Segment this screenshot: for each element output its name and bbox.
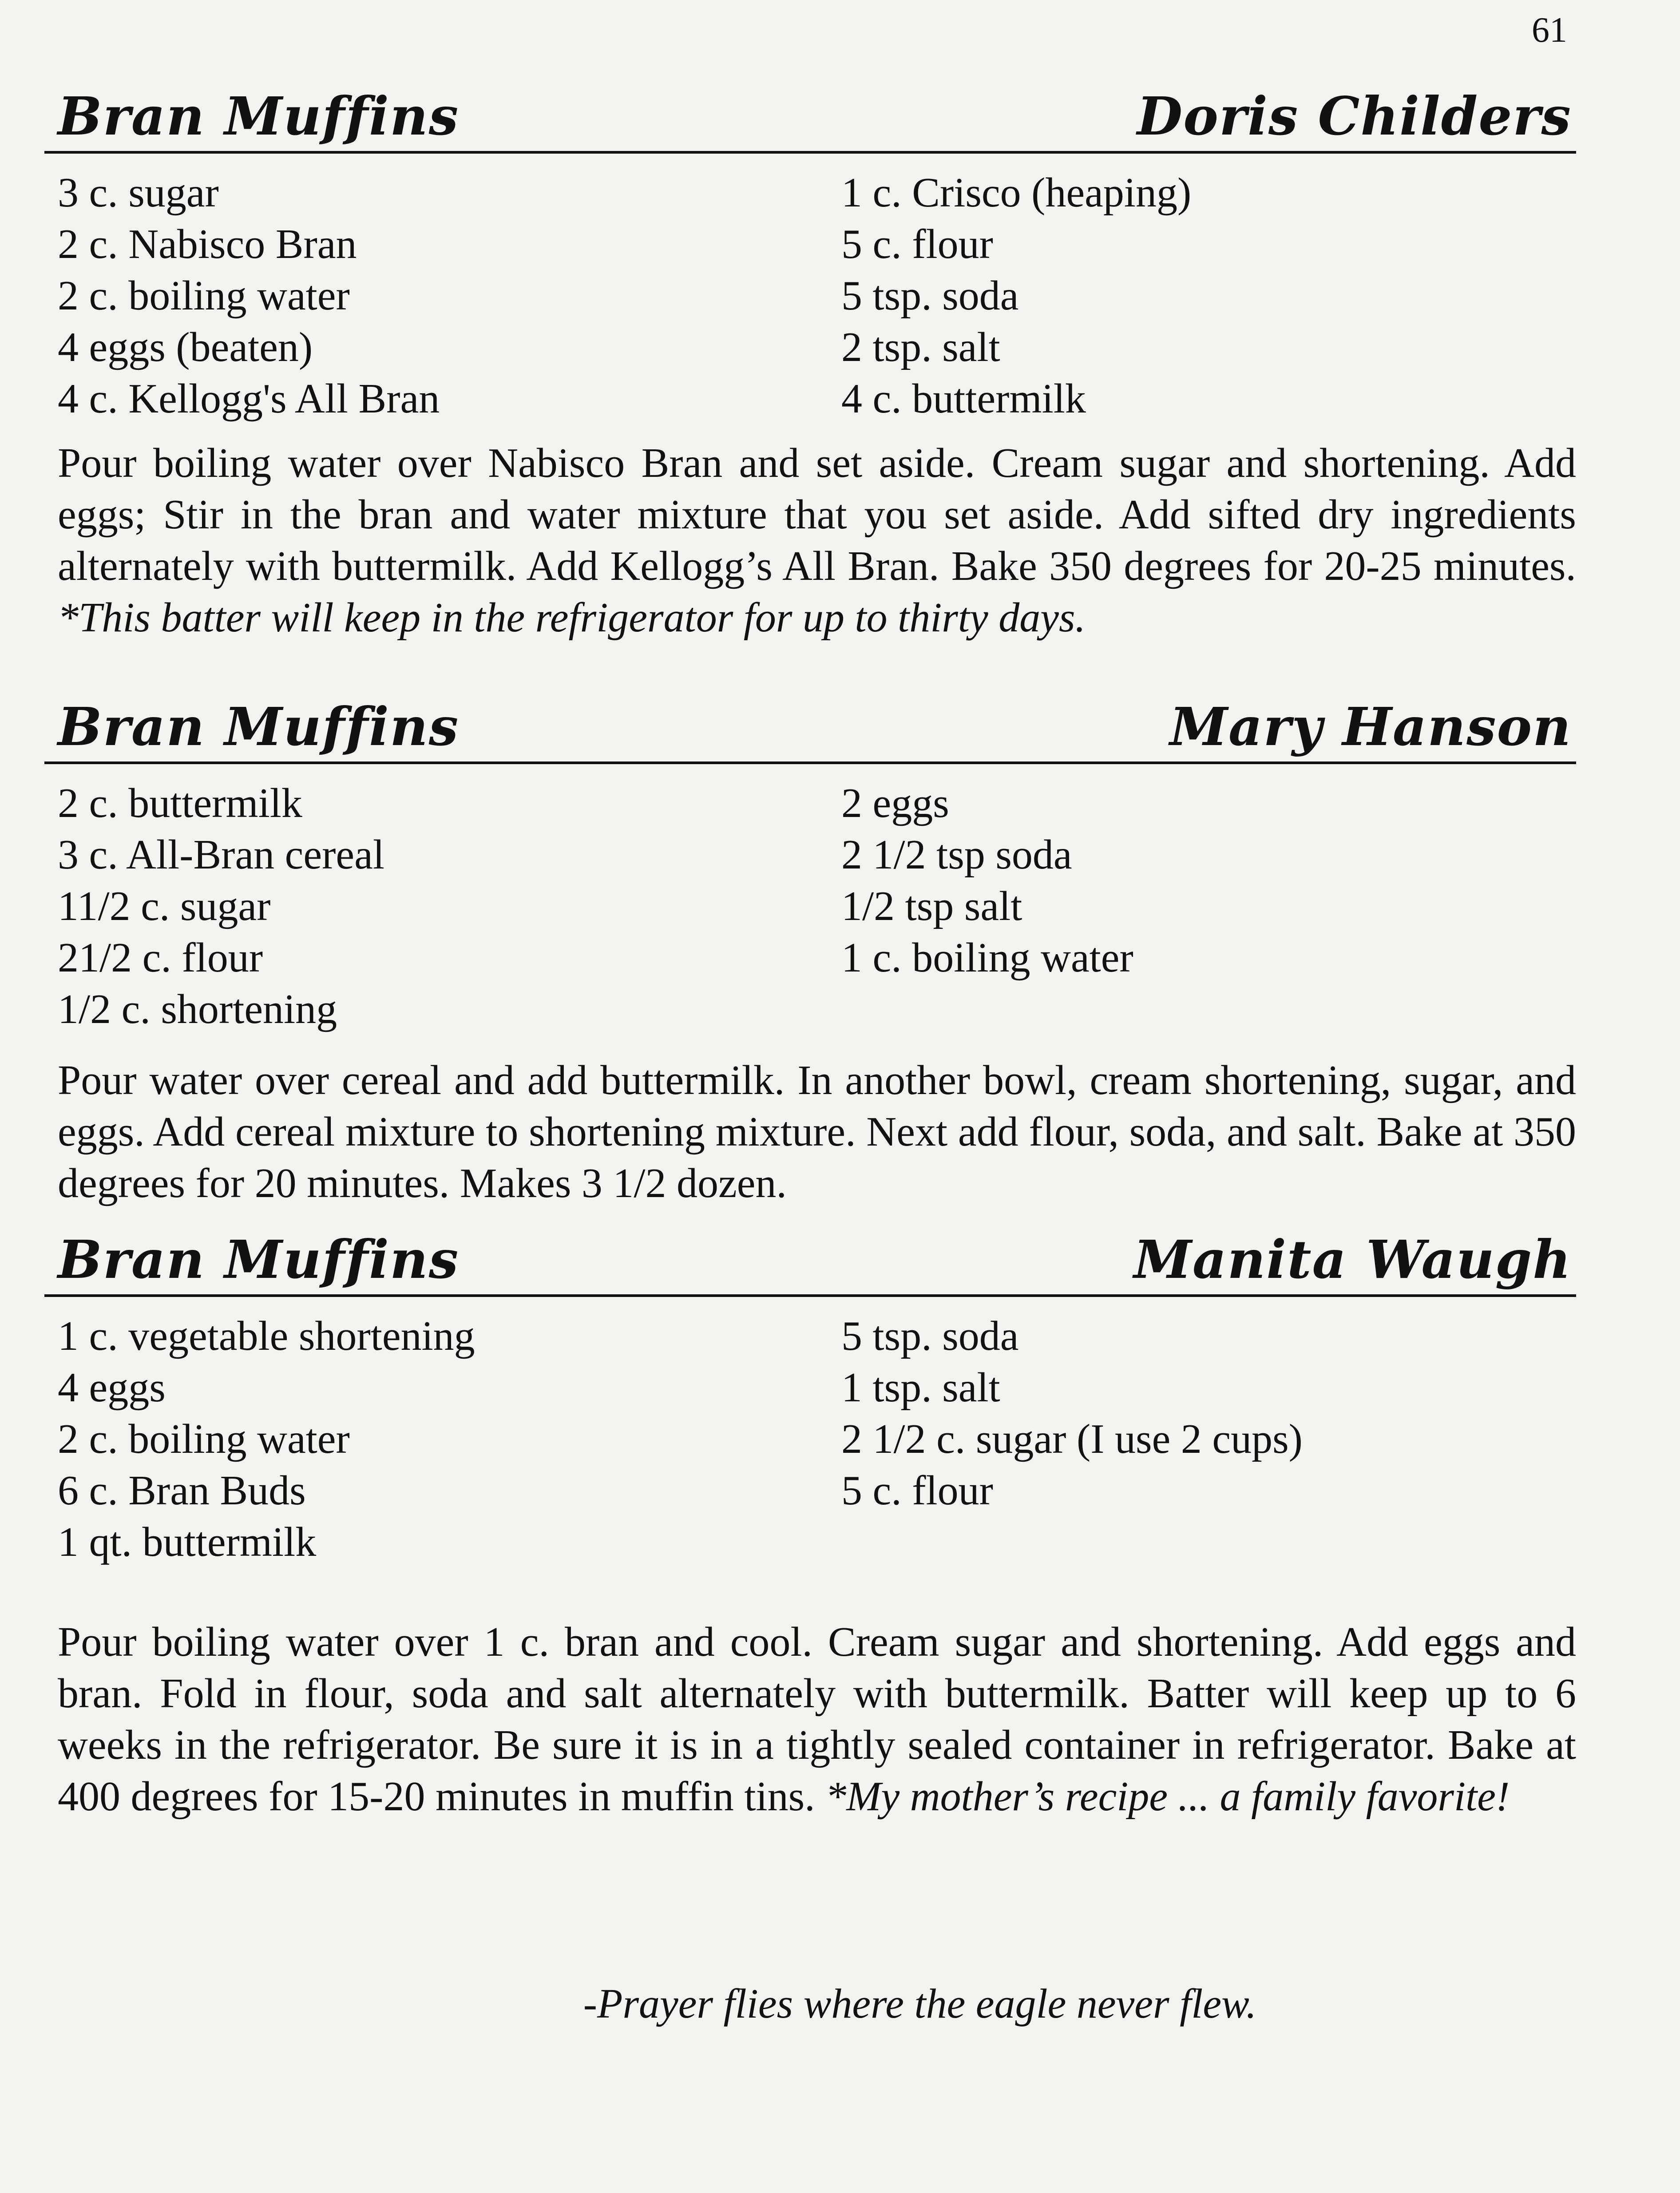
recipe-doris-childers (44, 73, 1576, 641)
ingredient-list (44, 1310, 1576, 1568)
recipe-header (44, 1217, 1576, 1297)
ingredient: 5 c. flour (841, 1467, 993, 1514)
instructions-text: Pour boiling water over 1 c. bran and cool. Cream sugar and shortening. Add eggs and bran. Fold in flour, soda and salt alternately with buttermilk. Batter will keep up to 6 weeks in the refrigerator. Be sure it is in a tightly sealed container in refrigerator. Bake at 400 degrees for 15-20 minutes in muffin tins. (58, 1619, 1576, 1820)
ingredient: 1 tsp. salt (841, 1364, 1000, 1411)
ingredient: 2 c. boiling water (58, 1416, 350, 1462)
ingredient-column-right (841, 1310, 1596, 1516)
ingredient-column-left (58, 777, 812, 1035)
ingredient: 2 c. Nabisco Bran (58, 221, 357, 267)
ingredient: 2 c. buttermilk (58, 780, 302, 826)
ingredient: 1/2 tsp salt (841, 883, 1022, 929)
recipe-header (44, 73, 1576, 154)
recipe-instructions (58, 437, 1576, 643)
ingredient-column-left (58, 167, 812, 424)
ingredient: 3 c. All-Bran cereal (58, 832, 384, 878)
ingredient-column-right (841, 167, 1596, 424)
instructions-text: Pour boiling water over Nabisco Bran and set aside. Cream sugar and shortening. Add eggs; Stir in the bran and water mixture that you set aside. Add sifted dry ingredients alternately with buttermilk. Add Kellogg’s All Bran. Bake 350 degrees for 20-25 minutes. (58, 440, 1576, 589)
ingredient-list (44, 167, 1576, 424)
recipe-author: Mary Hanson (1169, 696, 1572, 757)
recipe-header (44, 684, 1576, 764)
closing-quote: -Prayer flies where the eagle never flew. (583, 1981, 1257, 2027)
ingredient: 4 eggs (beaten) (58, 324, 313, 370)
ingredient: 2 c. boiling water (58, 273, 350, 319)
ingredient: 1/2 c. shortening (58, 986, 337, 1032)
ingredient: 3 c. sugar (58, 170, 219, 216)
ingredient: 5 c. flour (841, 221, 993, 267)
ingredient: 2 tsp. salt (841, 324, 1000, 370)
ingredient: 5 tsp. soda (841, 1313, 1019, 1359)
recipe-title: Bran Muffins (58, 1229, 460, 1290)
recipe-author: Doris Childers (1137, 85, 1572, 147)
instructions-text: Pour water over cereal and add buttermilk. In another bowl, cream shortening, sugar, and eggs. Add cereal mixture to shortening mixture. Next add flour, soda, and salt. Bake at 350 degrees for 20 minutes. Makes 3 1/2 dozen. (58, 1057, 1576, 1206)
recipe-note: *This batter will keep in the refrigerator for up to thirty days. (58, 595, 1086, 641)
recipe-manita-waugh (44, 1217, 1576, 1820)
ingredient: 1 c. boiling water (841, 935, 1133, 981)
recipe-instructions (58, 1055, 1576, 1209)
ingredient: 2 1/2 tsp soda (841, 832, 1072, 878)
page-number: 61 (1532, 11, 1567, 50)
ingredient: 11/2 c. sugar (58, 883, 271, 929)
ingredient-column-left (58, 1310, 812, 1568)
ingredient: 4 eggs (58, 1364, 166, 1411)
ingredient: 6 c. Bran Buds (58, 1467, 306, 1514)
recipe-instructions (58, 1616, 1576, 1822)
ingredient: 1 c. Crisco (heaping) (841, 170, 1192, 216)
recipe-author: Manita Waugh (1133, 1229, 1572, 1290)
recipe-title: Bran Muffins (58, 85, 460, 147)
recipe-mary-hanson (44, 684, 1576, 1206)
ingredient: 1 qt. buttermilk (58, 1519, 317, 1565)
ingredient: 2 1/2 c. sugar (I use 2 cups) (841, 1416, 1303, 1462)
ingredient: 4 c. buttermilk (841, 376, 1086, 422)
ingredient: 2 eggs (841, 780, 949, 826)
ingredient: 21/2 c. flour (58, 935, 263, 981)
ingredient: 5 tsp. soda (841, 273, 1019, 319)
recipe-title: Bran Muffins (58, 696, 460, 757)
ingredient: 1 c. vegetable shortening (58, 1313, 475, 1359)
ingredient-column-right (841, 777, 1596, 983)
ingredient: 4 c. Kellogg's All Bran (58, 376, 440, 422)
recipe-note: *My mother’s recipe ... a family favorite! (825, 1773, 1510, 1820)
ingredient-list (44, 777, 1576, 1035)
